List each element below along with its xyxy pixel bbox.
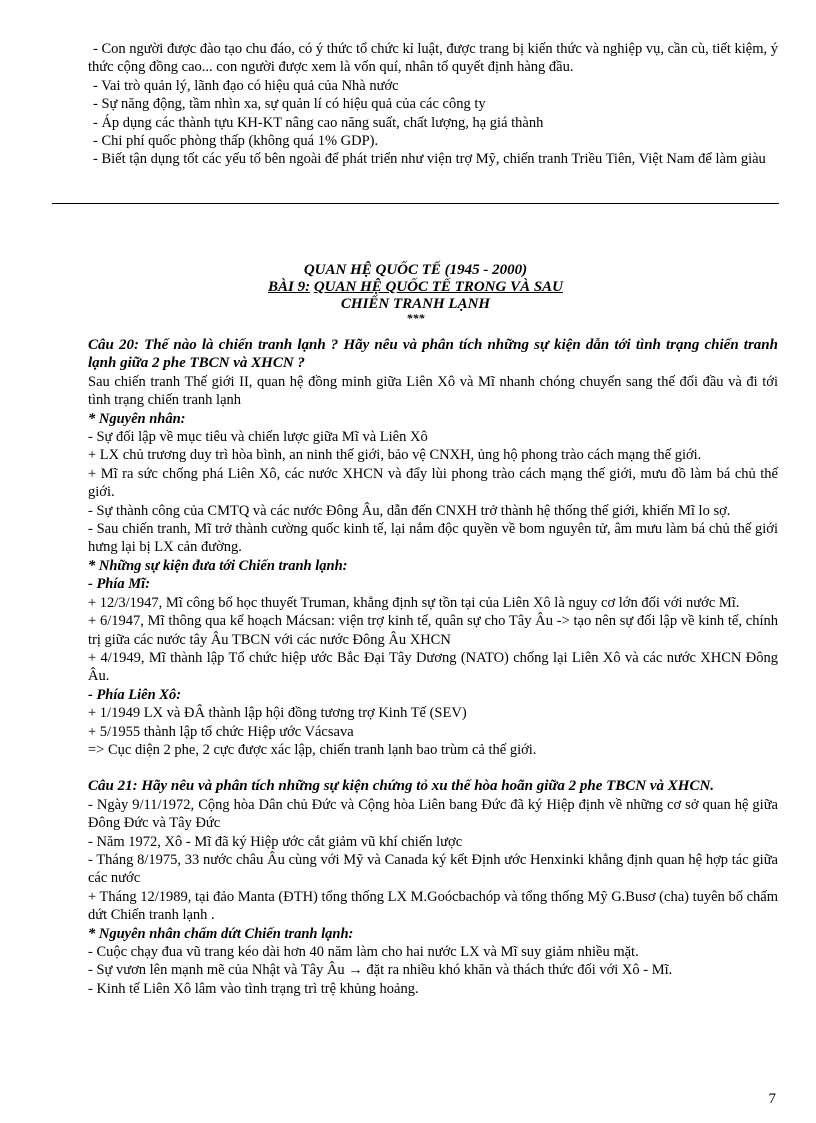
- list-item: + Tháng 12/1989, tại đảo Manta (ĐTH) tổng thống LX M.Goócbachóp và tổng thống Mỹ G.Busơ (cha) tuyên bố chấm dứt Chiến tranh lạnh .: [88, 888, 778, 924]
- list-item: - Năm 1972, Xô - Mĩ đã ký Hiệp ước cắt giảm vũ khí chiến lược: [88, 833, 463, 850]
- list-item: - Chi phí quốc phòng thấp (không quá 1% GDP).: [93, 133, 379, 150]
- list-item: + 1/1949 LX và ĐÂ thành lập hội đồng tương trợ Kinh Tế (SEV): [88, 705, 467, 722]
- list-item: - Sự năng động, tầm nhìn xa, sự quản lí có hiệu quả của các công ty: [93, 96, 486, 113]
- list-item: - Tháng 8/1975, 33 nước châu Âu cùng với Mỹ và Canada ký kết Định ước Henxinki khẳng định quan hệ hợp tác giữa các nước: [88, 851, 778, 887]
- list-item: - Ngày 9/11/1972, Cộng hòa Dân chủ Đức và Cộng hòa Liên bang Đức đã ký Hiệp định về những cơ sở quan hệ giữa Đông Đức và Tây Đức: [88, 796, 778, 832]
- list-item: - Cuộc chạy đua vũ trang kéo dài hơn 40 năm làm cho hai nước LX và Mĩ suy giảm nhiều mặt.: [88, 944, 639, 960]
- list-item: + 6/1947, Mĩ thông qua kế hoạch Mácsan: viện trợ kinh tế, quân sự cho Tây Âu -> tạo nên sự đối lập về kinh tế, chính trị giữa các nước tây Âu TBCN với các nước Đông Âu XHCN: [88, 613, 778, 648]
- question-20: [88, 336, 778, 998]
- list-item: + 12/3/1947, Mĩ công bố học thuyết Truman, khẳng định sự tồn tại của Liên Xô là nguy cơ lớn đối với nước Mĩ.: [88, 594, 740, 611]
- list-item: - Sự vươn lên mạnh mẽ của Nhật và Tây Âu → đặt ra nhiều khó khăn và thách thức đối với Xô - Mĩ.: [88, 962, 673, 979]
- subheading: - Phía Liên Xô:: [88, 686, 182, 703]
- list-item: - Con người được đào tạo chu đáo, có ý thức tổ chức kỉ luật, được trang bị kiến thức và nghiệp vụ, cần cù, tiết kiệm, ý thức cộng đồng cao... con người được xem là vốn quí, nhân tố quyết định hàng đầu.: [88, 41, 778, 76]
- list-item: - Áp dụng các thành tựu KH-KT nâng cao năng suất, chất lượng, hạ giá thành: [93, 114, 544, 131]
- subheading: - Phía Mĩ:: [88, 576, 151, 593]
- list-item: - Biết tận dụng tốt các yếu tố bên ngoài để phát triển như viện trợ Mỹ, chiến tranh Triều Tiên, Việt Nam để làm giàu: [93, 151, 766, 168]
- section-titles: [52, 262, 779, 323]
- lesson-label: BÀI 9:: [267, 279, 311, 295]
- list-item: + LX chủ trương duy trì hòa bình, an ninh thế giới, bảo vệ CNXH, ủng hộ phong trào cách mạng thế giới.: [88, 447, 702, 464]
- stars-separator: ***: [406, 311, 425, 325]
- section-divider: [52, 203, 779, 204]
- subheading: * Nguyên nhân chấm dứt Chiến tranh lạnh:: [88, 925, 354, 942]
- list-item: + Mĩ ra sức chống phá Liên Xô, các nước XHCN và đẩy lùi phong trào cách mạng thế giới, mưu đồ làm bá chủ thế giới.: [88, 465, 778, 501]
- list-item: - Vai trò quản lý, lãnh đạo có hiệu quả của Nhà nước: [93, 77, 399, 94]
- list-item: + 5/1955 thành lập tổ chức Hiệp ước Vácsava: [88, 723, 354, 740]
- question-heading: Câu 20: Thế nào là chiến tranh lạnh ? Hãy nêu và phân tích những sự kiện dẫn tới tình trạng chiến tranh lạnh giữa 2 phe TBCN và XHCN ?: [88, 337, 778, 372]
- subheading: * Những sự kiện đưa tới Chiến tranh lạnh:: [88, 557, 348, 574]
- lesson-title-text: QUAN HỆ QUỐC TẾ TRONG VÀ SAU: [313, 279, 564, 295]
- lesson-title: [52, 279, 779, 296]
- page-number: 7: [768, 1091, 776, 1107]
- question-heading: Câu 21: Hãy nêu và phân tích những sự kiện chứng tỏ xu thế hòa hoãn giữa 2 phe TBCN và XHCN.: [88, 778, 715, 795]
- lesson-title-line2: CHIẾN TRANH LẠNH: [340, 296, 491, 312]
- list-item: => Cục diện 2 phe, 2 cực được xác lập, chiến tranh lạnh bao trùm cả thế giới.: [88, 741, 537, 758]
- list-item: + 4/1949, Mĩ thành lập Tổ chức hiệp ước Bắc Đại Tây Dương (NATO) chống lại Liên Xô và các nước XHCN Đông Âu.: [88, 649, 778, 685]
- paragraph: Sau chiến tranh Thế giới II, quan hệ đồng minh giữa Liên Xô và Mĩ nhanh chóng chuyển sang thế đối đầu và đi tới tình trạng chiến tranh lạnh: [88, 373, 778, 409]
- section-title: QUAN HỆ QUỐC TẾ (1945 - 2000): [303, 262, 528, 278]
- list-item: - Sự thành công của CMTQ và các nước Đông Âu, dẫn đến CNXH trở thành hệ thống thế giới, khiến Mĩ lo sợ.: [88, 502, 731, 519]
- subheading: * Nguyên nhân:: [88, 410, 186, 427]
- top-list: [88, 40, 778, 169]
- list-item: - Sự đối lập về mục tiêu và chiến lược giữa Mĩ và Liên Xô: [88, 429, 428, 446]
- list-item: - Kinh tế Liên Xô lâm vào tình trạng trì trệ khủng hoảng.: [88, 980, 419, 997]
- list-item: - Sau chiến tranh, Mĩ trở thành cường quốc kinh tế, lại nắm độc quyền về bom nguyên tử, âm mưu làm bá chủ thế giới hưng lại bị LX cản đường.: [88, 521, 778, 556]
